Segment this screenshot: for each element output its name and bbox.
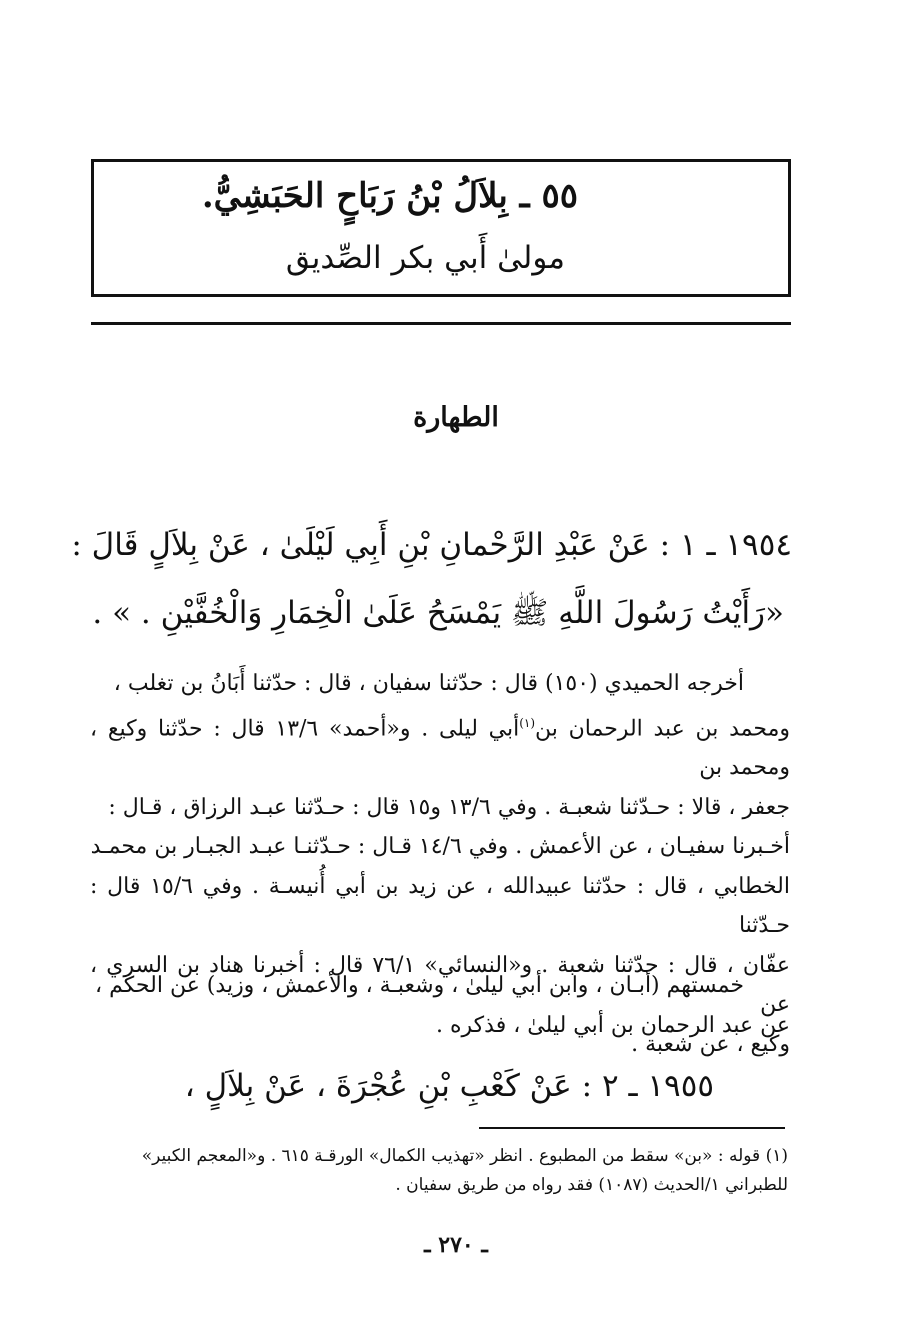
takhrij-line [90, 867, 790, 946]
takhrij-text: الخطابي ، قال : حدّثنا عبيدالله ، عن زيد بن أبي أُنيسـة . وفي ١٥/٦ قال : حـدّثنا [90, 873, 790, 939]
hadith-1954-line-2: «رَأَيْتُ رَسُولَ اللَّهِ ﷺ يَمْسَحُ عَلَىٰ الْخِمَارِ وَالْخُفَّيْنِ . » . [92, 595, 784, 631]
footnote-divider [479, 1127, 785, 1129]
takhrij-text: خمستهم (أبـان ، وابن أبي ليلىٰ ، وشعبـة ، والأعمش ، وزيد) عن الحكم ، [95, 973, 744, 998]
takhrij-line [90, 704, 790, 788]
takhrij-text: أخرجه الحميدي (١٥٠) قال : حدّثنا سفيان ، قال : حدّثنا أَبَانُ بن تغلب ، [113, 671, 744, 696]
takhrij-text: أخـبرنا سفيـان ، عن الأعمش . وفي ١٤/٦ قـال : حـدّثنـا عبـد الجبـار بن محمـد [90, 834, 790, 860]
takhrij-line [90, 1006, 790, 1046]
takhrij-text: وكيع ، عن شعبة . [631, 1031, 790, 1057]
takhrij-text: جعفر ، قالا : حـدّثنا شعبـة . وفي ١٣/٦ و١٥ قال : حـدّثنا عبـد الرزاق ، قـال : [108, 794, 790, 820]
takhrij-text: ومحمد بن عبد الرحمان بن [535, 715, 790, 741]
takhrij-line [90, 788, 790, 828]
chapter-title: ٥٥ ـ بِلاَلُ بْنُ رَبَاحٍ الحَبَشِيُّ. [201, 176, 578, 216]
takhrij-paragraph-2 [90, 966, 790, 1045]
footnote-marker[interactable]: (١) [519, 715, 536, 730]
hadith-1954-line-1: ١٩٥٤ ـ ١ : عَنْ عَبْدِ الرَّحْمانِ بْنِ أَبِي لَيْلَىٰ ، عَنْ بِلاَلٍ قَالَ : [71, 527, 792, 563]
header-divider [91, 322, 791, 325]
footnote-line: (١) قوله : «بن» سقط من المطبوع . انظر «تهذيب الكمال» الورقـة ٦١٥ . و«المعجم الكبير» [141, 1146, 788, 1166]
chapter-header-box [91, 159, 791, 297]
takhrij-text: عفّان ، قال : حدّثنا شعبة . و«النسائي» ٧٦/١ قال : أخبرنا هناد بن السري ، عن [90, 952, 790, 1018]
takhrij-line [90, 664, 790, 704]
footnote [90, 1142, 788, 1200]
hadith-1955-line-1: ١٩٥٥ ـ ٢ : عَنْ كَعْبِ بْنِ عُجْرَةَ ، عَنْ بِلاَلٍ ، [184, 1068, 714, 1104]
section-heading: الطهارة [413, 402, 499, 433]
takhrij-line [90, 966, 790, 1006]
chapter-subtitle: مولىٰ أَبي بكر الصِّديق [285, 240, 565, 276]
footnote-line: للطبراني ١/الحديث (١٠٨٧) فقد رواه من طريق سفيان . [395, 1175, 788, 1195]
page-number: ـ ٢٧٠ ـ [424, 1232, 488, 1258]
takhrij-text: أبي ليلى . و«أحمد» ١٣/٦ قال : حدّثنا وكيع ، ومحمد بن [90, 715, 790, 781]
takhrij-text: عن عبد الرحمان بن أبي ليلىٰ ، فذكره . [436, 1012, 790, 1038]
takhrij-line [90, 827, 790, 867]
